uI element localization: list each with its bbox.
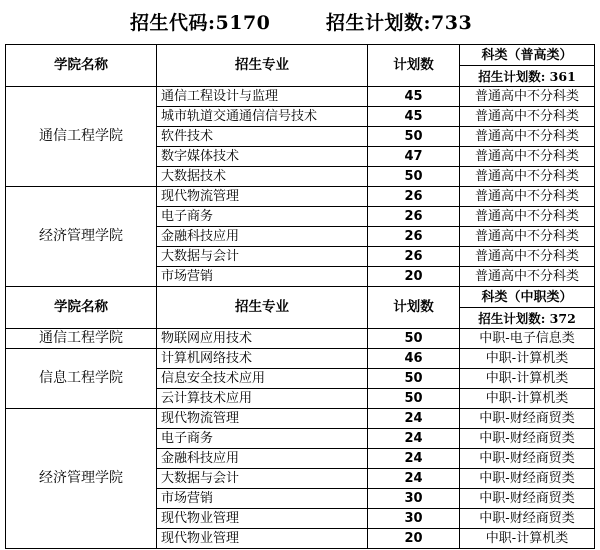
plan-count: 50: [368, 127, 460, 147]
category-name: 中职-财经商贸类: [460, 429, 595, 449]
category-column-header: 科类（普高类）: [460, 45, 595, 66]
major-name: 电子商务: [157, 207, 368, 227]
major-column-header: 招生专业: [157, 45, 368, 87]
major-name: 大数据与会计: [157, 247, 368, 267]
plan-count: 24: [368, 429, 460, 449]
major-name: 市场营销: [157, 267, 368, 287]
plan-column-header: 计划数: [368, 287, 460, 329]
plan-count: 26: [368, 227, 460, 247]
college-name: 通信工程学院: [6, 329, 157, 349]
category-name: 中职-计算机类: [460, 349, 595, 369]
category-name: 普通高中不分科类: [460, 207, 595, 227]
plan-count: 45: [368, 107, 460, 127]
plan-count: 20: [368, 529, 460, 549]
plan-count: 47: [368, 147, 460, 167]
category-plan-total: 招生计划数: 372: [460, 308, 595, 329]
major-name: 市场营销: [157, 489, 368, 509]
category-name: 中职-电子信息类: [460, 329, 595, 349]
category-name: 中职-计算机类: [460, 369, 595, 389]
category-column-header: 科类（中职类）: [460, 287, 595, 308]
plan-count: 24: [368, 409, 460, 429]
plan-count: 50: [368, 369, 460, 389]
category-name: 普通高中不分科类: [460, 147, 595, 167]
category-name: 中职-财经商贸类: [460, 449, 595, 469]
category-name: 中职-财经商贸类: [460, 509, 595, 529]
table-row: [6, 409, 595, 429]
category-name: 普通高中不分科类: [460, 247, 595, 267]
plan-count: 26: [368, 207, 460, 227]
plan-count: 26: [368, 247, 460, 267]
plan-count: 50: [368, 167, 460, 187]
college-name: 通信工程学院: [6, 87, 157, 187]
major-name: 大数据技术: [157, 167, 368, 187]
plan-count: 50: [368, 329, 460, 349]
category-name: 普通高中不分科类: [460, 227, 595, 247]
table-row: [6, 187, 595, 207]
plan-count: 30: [368, 509, 460, 529]
major-name: 城市轨道交通通信信号技术: [157, 107, 368, 127]
plan-count: 26: [368, 187, 460, 207]
major-name: 大数据与会计: [157, 469, 368, 489]
title-bar: [0, 0, 600, 44]
category-name: 中职-计算机类: [460, 389, 595, 409]
major-column-header: 招生专业: [157, 287, 368, 329]
table-row: [6, 87, 595, 107]
category-name: 中职-财经商贸类: [460, 489, 595, 509]
college-column-header: 学院名称: [6, 287, 157, 329]
college-name: 经济管理学院: [6, 409, 157, 549]
major-name: 物联网应用技术: [157, 329, 368, 349]
enrollment-table-body: [6, 45, 595, 549]
college-name: 信息工程学院: [6, 349, 157, 409]
category-name: 普通高中不分科类: [460, 187, 595, 207]
major-name: 软件技术: [157, 127, 368, 147]
major-name: 金融科技应用: [157, 449, 368, 469]
major-name: 现代物流管理: [157, 409, 368, 429]
major-name: 计算机网络技术: [157, 349, 368, 369]
category-name: 普通高中不分科类: [460, 87, 595, 107]
table-row: [6, 349, 595, 369]
enrollment-code: 招生代码:5170: [130, 12, 271, 34]
major-name: 现代物流管理: [157, 187, 368, 207]
plan-count: 30: [368, 489, 460, 509]
table-row: [6, 329, 595, 349]
plan-count: 46: [368, 349, 460, 369]
major-name: 通信工程设计与监理: [157, 87, 368, 107]
major-name: 数字媒体技术: [157, 147, 368, 167]
plan-count: 24: [368, 449, 460, 469]
enrollment-table: [5, 44, 595, 549]
section-header-row: [6, 45, 595, 66]
category-plan-total: 招生计划数: 361: [460, 66, 595, 87]
major-name: 信息安全技术应用: [157, 369, 368, 389]
category-name: 普通高中不分科类: [460, 107, 595, 127]
category-name: 中职-财经商贸类: [460, 409, 595, 429]
category-name: 中职-计算机类: [460, 529, 595, 549]
enrollment-plan-total: 招生计划数:733: [326, 12, 473, 34]
plan-column-header: 计划数: [368, 45, 460, 87]
plan-count: 24: [368, 469, 460, 489]
college-name: 经济管理学院: [6, 187, 157, 287]
plan-count: 50: [368, 389, 460, 409]
college-column-header: 学院名称: [6, 45, 157, 87]
major-name: 电子商务: [157, 429, 368, 449]
plan-count: 20: [368, 267, 460, 287]
category-name: 普通高中不分科类: [460, 127, 595, 147]
section-header-row: [6, 287, 595, 308]
category-name: 中职-财经商贸类: [460, 469, 595, 489]
major-name: 现代物业管理: [157, 529, 368, 549]
major-name: 金融科技应用: [157, 227, 368, 247]
category-name: 普通高中不分科类: [460, 267, 595, 287]
category-name: 普通高中不分科类: [460, 167, 595, 187]
major-name: 现代物业管理: [157, 509, 368, 529]
plan-count: 45: [368, 87, 460, 107]
major-name: 云计算技术应用: [157, 389, 368, 409]
